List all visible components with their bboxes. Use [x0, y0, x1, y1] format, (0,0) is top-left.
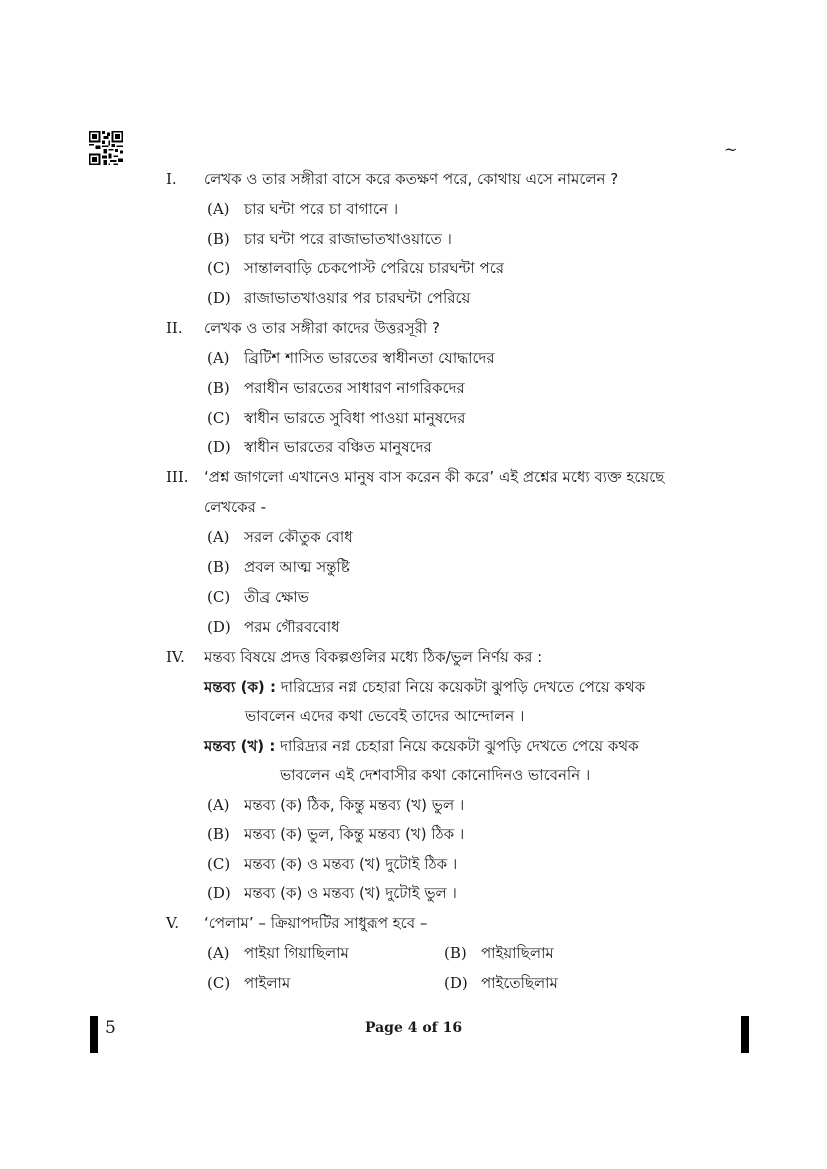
- option-text: পরাধীন ভারতের সাধারণ নাগরিকদের: [244, 379, 465, 397]
- statement-ka: [204, 677, 645, 697]
- page-indicator: Page 4 of 16: [364, 1020, 463, 1036]
- option-text: সান্তালবাড়ি চেকপোস্ট পেরিয়ে চারঘন্টা পরে: [244, 259, 504, 277]
- option-label: (C): [207, 974, 231, 992]
- option-text: মন্তব্য (ক) ও মন্তব্য (খ) দুটোই ঠিক ।: [244, 855, 458, 873]
- statement-kha-continued: ভাবলেন এই দেশবাসীর কথা কোনোদিনও ভাবেননি ।: [280, 766, 591, 784]
- question-text: লেখক ও তার সঙ্গীরা কাদের উত্তরসূরী ?: [204, 319, 440, 337]
- statement-label: মন্তব্য (ক) :: [204, 678, 277, 696]
- option-text: মন্তব্য (ক) ও মন্তব্য (খ) দুটোই ভুল ।: [244, 884, 457, 902]
- question-text: ‘প্রশ্ন জাগলো এখানেও মানুষ বাস করেন কী করে’ এই প্রশ্নের মধ্যে ব্যক্ত হয়েছে: [204, 468, 665, 486]
- statement-text: দারিদ্র্যর নগ্ন চেহারা নিয়ে কয়েকটা ঝুপড়ি দেখতে পেয়ে কথক: [280, 737, 639, 755]
- option-label: (D): [207, 618, 231, 636]
- option-text: পাইয়াছিলাম: [481, 944, 554, 962]
- question-text-line2: লেখকের -: [204, 498, 267, 516]
- question-number: III.: [166, 468, 189, 486]
- option-label: (B): [444, 944, 467, 962]
- option-label: (D): [207, 438, 231, 456]
- question-number: V.: [166, 914, 179, 932]
- option-label: (B): [207, 825, 230, 843]
- option-label: (A): [207, 349, 230, 367]
- option-text: পাইতেছিলাম: [481, 974, 558, 992]
- statement-ka-continued: ভাবলেন এদের কথা ভেবেই তাদের আন্দোলন ।: [245, 707, 525, 725]
- question-number: IV.: [166, 648, 185, 666]
- option-label: (B): [207, 230, 230, 248]
- option-label: (A): [207, 528, 230, 546]
- option-label: (C): [207, 409, 231, 427]
- option-label: (C): [207, 588, 231, 606]
- question-text: ‘পেলাম’ – ক্রিয়াপদটির সাধুরূপ হবে –: [204, 914, 428, 932]
- footer-bar-right: [741, 1016, 749, 1053]
- option-text: তীব্র ক্ষোভ: [244, 588, 309, 606]
- option-label: (B): [207, 379, 230, 397]
- option-text: পাইলাম: [244, 974, 291, 992]
- footer-number: 5: [105, 1018, 116, 1038]
- option-text: স্বাধীন ভারতের বঞ্চিত মানুষদের: [244, 438, 432, 456]
- option-label: (D): [207, 289, 231, 307]
- option-label: (D): [444, 974, 468, 992]
- option-text: পাইয়া গিয়াছিলাম: [244, 944, 349, 962]
- option-label: (A): [207, 796, 230, 814]
- option-label: (A): [207, 200, 230, 218]
- question-text: মন্তব্য বিষয়ে প্রদত্ত বিকল্পগুলির মধ্যে ঠিক/ভুল নির্ণয় কর :: [204, 648, 543, 666]
- statement-label: মন্তব্য (খ) :: [204, 737, 276, 755]
- option-text: মন্তব্য (ক) ঠিক, কিন্তু মন্তব্য (খ) ভুল ।: [244, 796, 465, 814]
- option-text: ব্রিটিশ শাসিত ভারতের স্বাধীনতা যোদ্ধাদের: [244, 349, 495, 367]
- question-text: লেখক ও তার সঙ্গীরা বাসে করে কতক্ষণ পরে, কোথায় এসে নামলেন ?: [204, 170, 619, 188]
- statement-text: দারিদ্র্যের নগ্ন চেহারা নিয়ে কয়েকটা ঝুপড়ি দেখতে পেয়ে কথক: [280, 678, 646, 696]
- option-text: মন্তব্য (ক) ভুল, কিন্তু মন্তব্য (খ) ঠিক ।: [244, 825, 465, 843]
- question-number: II.: [166, 319, 183, 337]
- option-label: (C): [207, 259, 231, 277]
- statement-kha: [204, 736, 639, 756]
- option-label: (C): [207, 855, 231, 873]
- option-text: চার ঘন্টা পরে রাজাভাতখাওয়াতে ।: [244, 230, 452, 248]
- option-text: সরল কৌতুক বোধ: [244, 528, 353, 546]
- option-text: রাজাভাতখাওয়ার পর চারঘন্টা পেরিয়ে: [244, 289, 471, 307]
- option-text: পরম গৌরববোধ: [244, 618, 340, 636]
- option-text: চার ঘন্টা পরে চা বাগানে ।: [244, 200, 399, 218]
- option-label: (B): [207, 558, 230, 576]
- tilde-mark: ~: [724, 140, 738, 159]
- qr-code: [89, 131, 123, 165]
- option-label: (D): [207, 884, 231, 902]
- question-number: I.: [166, 170, 177, 188]
- option-text: প্রবল আত্ম সন্তুষ্টি: [244, 558, 350, 576]
- option-label: (A): [207, 944, 230, 962]
- option-text: স্বাধীন ভারতে সুবিধা পাওয়া মানুষদের: [244, 409, 466, 427]
